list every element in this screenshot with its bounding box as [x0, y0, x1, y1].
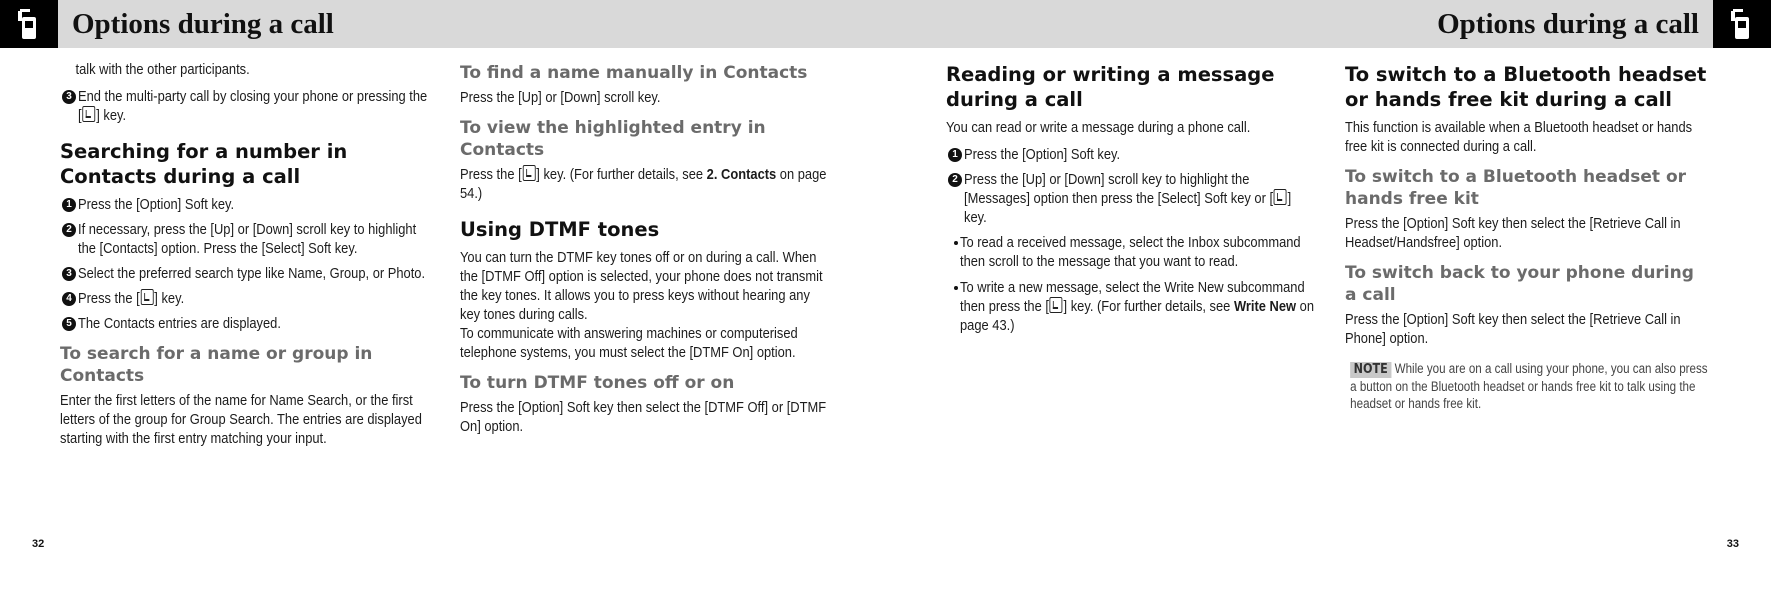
- page-header: [0, 0, 1771, 48]
- phone-call-icon: [16, 7, 42, 41]
- page-title-right: Options during a call: [1437, 8, 1699, 40]
- column-3: [946, 60, 1316, 342]
- page-title-left: Options during a call: [72, 8, 334, 40]
- heading-message: Reading or writing a message during a call: [946, 63, 1275, 111]
- step-number: 2: [948, 173, 962, 187]
- heading-switch-back: To switch back to your phone during a call: [1345, 263, 1694, 305]
- header-icon-block-right: [1713, 0, 1771, 48]
- step-text: If necessary, press the [Up] or [Down] scroll key to highlight the [Contacts] option. Press the [Select] Soft key.: [78, 221, 417, 257]
- step-item: [60, 195, 430, 214]
- step-number: 1: [948, 148, 962, 162]
- message-intro-text: You can read or write a message during a phone call.: [946, 119, 1251, 136]
- step-number: 5: [62, 317, 76, 331]
- search-group-text: Enter the first letters of the name for Name Search, or the first letters of the group for Group Search. The entries are displayed starting with the first entry matching your input.: [60, 392, 422, 447]
- step-text: Press the [Up] or [Down] scroll key to highlight the [Messages] option then press the [Select] Soft key or [ ] key.: [964, 171, 1292, 226]
- step-text: Select the preferred search type like Name, Group, or Photo.: [78, 265, 426, 282]
- step-number: 3: [62, 267, 76, 281]
- bluetooth-text: This function is available when a Bluetooth headset or hands free kit is connected during a call.: [1345, 119, 1693, 155]
- phone-call-icon: [1729, 7, 1755, 41]
- intro-text: talk with the other participants.: [75, 61, 250, 78]
- step-number: 1: [62, 198, 76, 212]
- step-item: [60, 220, 430, 258]
- step-text: Press the [Option] Soft key.: [78, 196, 235, 213]
- heading-bluetooth: To switch to a Bluetooth headset or hands free kit during a call: [1345, 63, 1707, 111]
- dtmf-text-2: To communicate with answering machines or computerised telephone systems, you must select the [DTMF On] option.: [460, 325, 798, 361]
- step-item: [60, 314, 430, 333]
- bullet-text: To read a received message, select the Inbox subcommand then scroll to the message that you want to read.: [960, 234, 1301, 270]
- heading-bluetooth-switch: To switch to a Bluetooth headset or hands free kit: [1345, 167, 1687, 209]
- dtmf-text-1: You can turn the DTMF key tones off or on during a call. When the [DTMF Off] option is selected, your phone does not transmit the key tones. It allows you to press keys without hearing any key tones during calls.: [460, 249, 823, 323]
- step-item: [946, 170, 1316, 227]
- view-entry-text: Press the [ ] key. (For further details, see 2. Contacts on page 54.): [460, 166, 827, 202]
- step-item: [60, 264, 430, 283]
- page-number-left: 32: [32, 538, 45, 550]
- step-text: The Contacts entries are displayed.: [78, 315, 281, 332]
- step-item: [60, 289, 430, 308]
- column-1: [60, 60, 430, 456]
- ok-key-icon: [1274, 189, 1287, 205]
- step-number: 4: [62, 292, 76, 306]
- bullet-dot: [954, 286, 958, 290]
- turn-dtmf-text: Press the [Option] Soft key then select the [DTMF Off] or [DTMF On] option.: [460, 399, 827, 435]
- bullet-dot: [954, 241, 958, 245]
- column-4: [1345, 60, 1710, 412]
- step-item: [946, 145, 1316, 164]
- ok-key-icon: [141, 289, 154, 305]
- page-number-right: 33: [1726, 538, 1739, 550]
- bluetooth-switch-text: Press the [Option] Soft key then select the [Retrieve Call in Headset/Handsfree] option.: [1345, 215, 1681, 251]
- step-text: End the multi-party call by closing your phone or pressing the [ ] key.: [78, 88, 428, 124]
- heading-search-group: To search for a name or group in Contacts: [60, 344, 373, 386]
- heading-view-entry: To view the highlighted entry in Contacts: [460, 118, 766, 160]
- step-item: [60, 87, 430, 125]
- note-badge: NOTE: [1350, 362, 1391, 378]
- ok-key-icon: [1050, 297, 1063, 313]
- header-icon-block-left: [0, 0, 58, 48]
- find-name-text: Press the [Up] or [Down] scroll key.: [460, 89, 661, 106]
- step-text: Press the [Option] Soft key.: [964, 146, 1121, 163]
- step-text: Press the [ ] key.: [78, 290, 185, 307]
- step-number: 3: [62, 90, 76, 104]
- bullet-item: [946, 278, 1316, 335]
- heading-turn-dtmf: To turn DTMF tones off or on: [460, 373, 735, 393]
- heading-find-name: To find a name manually in Contacts: [460, 63, 808, 83]
- step-number: 2: [62, 223, 76, 237]
- column-2: [460, 60, 830, 444]
- bullet-item: [946, 233, 1316, 271]
- heading-dtmf: Using DTMF tones: [460, 218, 660, 241]
- end-key-icon: [82, 106, 95, 122]
- note-text: While you are on a call using your phone, you can also press a button on the Bluetooth headset or hands free kit to talk using the headset or hands free kit.: [1350, 361, 1708, 411]
- note-box: [1345, 360, 1714, 412]
- ok-key-icon: [523, 165, 536, 181]
- heading-search-contacts: Searching for a number in Contacts during a call: [60, 140, 348, 188]
- switch-back-text: Press the [Option] Soft key then select the [Retrieve Call in Phone] option.: [1345, 311, 1681, 347]
- bullet-text: To write a new message, select the Write New subcommand then press the [ ] key. (For further details, see Write New on page 43.): [960, 279, 1315, 334]
